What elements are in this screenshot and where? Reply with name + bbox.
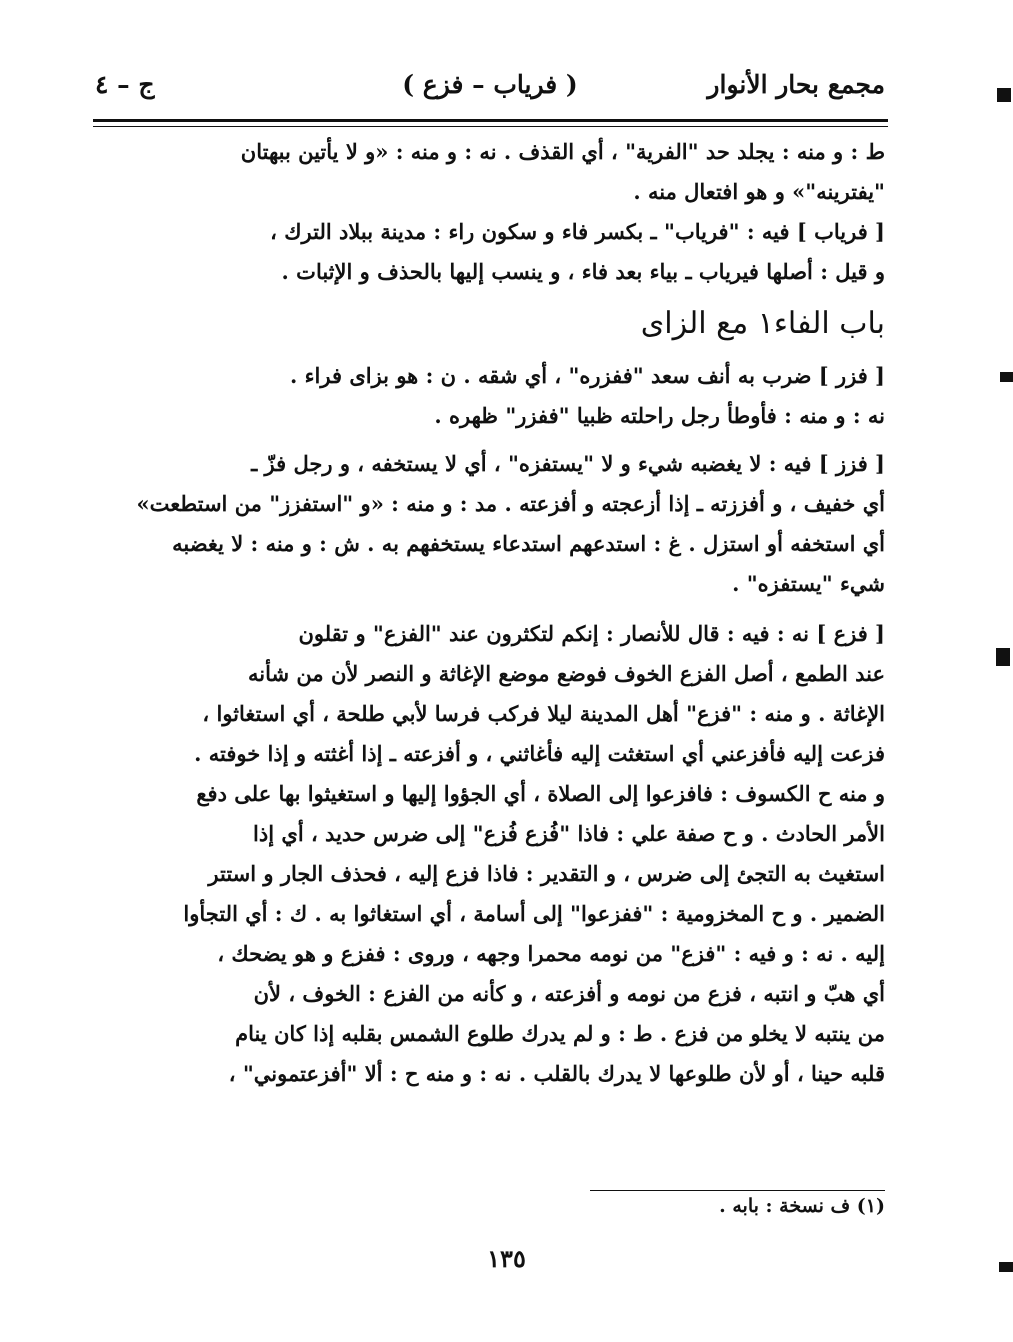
header-rule-thin [93, 126, 888, 127]
text-line: الإغاثة . و منه : "فزع" أهل المدينة ليلا فركب فرسا لأبي طلحة ، أي استغاثوا ، [202, 701, 885, 726]
text-line: "يفترينه"» و هو افتعال منه . [633, 179, 885, 204]
volume-label: ج – ٤ [95, 70, 155, 99]
running-header [95, 62, 885, 112]
text-line: [ فزع ] نه : فيه : قال للأنصار : إنكم لتكثرون عند "الفزع" و تقلون [298, 621, 885, 646]
text-line: عند الطمع ، أصل الفزع الخوف فوضع موضع الإغاثة و النصر لأن من شأنه [248, 661, 885, 686]
text-line: [ فزر ] ضرب به أنف سعد "ففزره" ، أي شقه . ن : هو بزاى فراء . [290, 363, 885, 388]
entry-range: ( فرياب – فزع ) [402, 70, 578, 99]
book-title: مجمع بحار الأنوار [707, 70, 885, 99]
text-line: و قيل : أصلها فيرياب ـ بياء بعد فاء ، و ينسب إليها بالحذف و الإثبات . [281, 259, 885, 284]
text-line: الضمير . و ح المخزومية : "ففزعوا" إلى أسامة ، أي استغاثوا به . ك : أي التجأوا [183, 901, 885, 926]
scan-edge-mark [999, 1262, 1013, 1272]
text-line: أي خفيف ، و أفززته ـ إذا أزعجته و أفزعته . مد : و منه : «و "استفزز" من استطعت» [136, 491, 885, 516]
text-line: إليه . نه : و فيه : "فزع" من نومه محمرا وجهه ، وروى : ففزع و هو يضحك ، [217, 941, 885, 966]
text-line: ط : و منه : يجلد حد "الفرية" ، أي القذف . نه : و منه : «و لا يأتين ببهتان [240, 139, 885, 164]
scan-edge-mark [996, 648, 1010, 666]
footnote: (١) ف نسخة : بابه . [719, 1195, 885, 1217]
main-text [100, 132, 885, 1094]
section-title: باب الفاء١ مع الزاى [640, 306, 885, 341]
footnote-rule [590, 1190, 885, 1191]
text-line: [ فرياب ] فيه : "فرياب" ـ بكسر فاء و سكون راء : مدينة ببلاد الترك ، [270, 219, 885, 244]
text-line: أي استخفه أو استزل . غ : استدعهم استدعاء يستخفهم به . ش : و منه : لا يغضبه [172, 531, 885, 556]
text-line: من ينتبه لا يخلو من فزع . ط : و لم يدرك طلوع الشمس بقلبه إذا كان ينام [235, 1021, 885, 1046]
text-line: نه : و منه : فأوطأ رجل راحلته ظبيا "ففزر" ظهره . [434, 403, 885, 428]
header-rule-thick [93, 119, 888, 122]
scan-edge-mark [997, 88, 1011, 102]
text-line: قلبه حينا ، أو لأن طلوعها لا يدرك بالقلب . نه : و منه ح : ألا "أفزعتموني" ، [228, 1061, 885, 1086]
scan-edge-mark [1000, 372, 1013, 382]
text-line: أي هبّ و انتبه ، فزع من نومه و أفزعته ، و كأنه من الفزع : الخوف ، لأن [253, 981, 885, 1006]
text-line: فزعت إليه فأفزعني أي استغثت إليه فأغاثني ، و أفزعته ـ إذا أغثته و إذا خوفته . [194, 741, 885, 766]
page-number: ١٣٥ [487, 1244, 526, 1273]
text-line: [ فزز ] فيه : لا يغضبه شيء و لا "يستفزه" ، أي لا يستخفه ، و رجل فزّ ـ [251, 451, 885, 476]
text-line: شيء "يستفزه" . [732, 571, 885, 596]
text-line: استغيث به التجئ إلى ضرس ، و التقدير : فاذا فزع إليه ، فحذف الجار و استتر [208, 861, 885, 886]
text-line: الأمر الحادث . و ح صفة علي : فاذا "فُزع فُزع" إلى ضرس حديد ، أي إذا [253, 821, 885, 846]
text-line: و منه ح الكسوف : فافزعوا إلى الصلاة ، أي الجؤوا إليها و استغيثوا بها على دفع [196, 781, 885, 806]
